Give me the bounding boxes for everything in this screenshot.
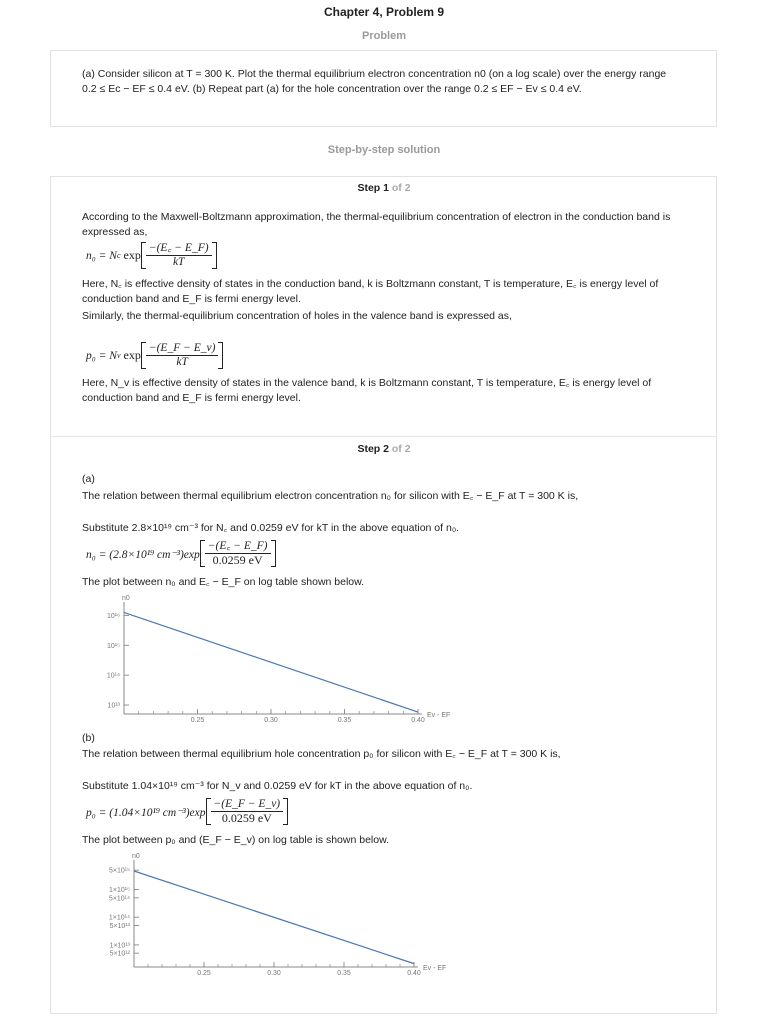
eq1-lhs: n₀ = N: [86, 249, 117, 262]
substitute-a: Substitute 2.8×10¹⁹ cm⁻³ for N꜀ and 0.0259 eV for kT in the above equation of n₀.: [82, 522, 460, 534]
y-tick-label: 5×10¹²: [109, 950, 130, 958]
eq-b-den: 0.0259 eV: [221, 811, 272, 825]
y-tick-label: 10¹⁶: [107, 612, 120, 620]
eq2-den: kT: [176, 356, 188, 368]
x-tick-label: 0.35: [337, 717, 352, 722]
step1-of: of 2: [391, 182, 411, 194]
x-tick-label: 0.40: [407, 970, 421, 977]
x-tick-label: 0.25: [190, 717, 205, 722]
equation-p0: [86, 342, 223, 369]
substitute-b: Substitute 1.04×10¹⁹ cm⁻³ for N_v and 0.0259 eV for kT in the above equation of n₀.: [82, 780, 473, 792]
y-tick-label: 1×10¹⁴: [108, 914, 130, 922]
plot-b-text: The plot between p₀ and (E_F − E_v) on log table is shown below.: [82, 834, 390, 846]
problem-heading: Problem: [361, 30, 406, 42]
y-tick-label: 5×10¹⁵: [109, 867, 130, 875]
step2-of: of 2: [391, 443, 411, 455]
step1-here1: Here, N꜀ is effective density of states in the conduction band, k is Boltzmann constant, T is temperature, E꜀ is energy level of conduction band and E_F is fermi energy level.: [82, 278, 659, 305]
hole-concentration-chart: [80, 852, 480, 977]
eq-a-num: −(E꜀ − E_F): [205, 540, 271, 554]
equation-a: [86, 540, 276, 567]
x-tick-label: 0.40: [411, 717, 425, 722]
x-tick-label: 0.25: [197, 970, 211, 977]
part-a-label: (a): [82, 473, 95, 485]
y-tick-label: 10¹³: [107, 702, 120, 710]
eq-b-num: −(E_F − E_v): [211, 798, 284, 812]
step1-intro: According to the Maxwell-Boltzmann approximation, the thermal-equilibrium concentration of electron in the conduction band is expressed as,: [82, 211, 671, 238]
eq-a-lhs: n₀ = (2.8×10¹⁹ cm⁻³)exp: [86, 548, 200, 561]
eq2-num: −(E_F − E_v): [146, 342, 219, 356]
electron-concentration-chart: [80, 592, 480, 722]
eq2-exp: exp: [123, 348, 141, 362]
step2-header: [0, 443, 768, 455]
solution-heading: Step-by-step solution: [327, 144, 441, 156]
problem-text: (a) Consider silicon at T = 300 K. Plot the thermal equilibrium electron concentration n0 (on a log scale) over the energy range 0.2 ≤ Ec − EF ≤ 0.4 eV. (b) Repeat part (a) for the hole concentration over the range 0.2 ≤ EF − Ev ≤ 0.4 eV.: [82, 68, 667, 95]
chapter-title: Chapter 4, Problem 9: [323, 5, 445, 19]
series-line: [124, 612, 418, 712]
relation-a: The relation between thermal equilibrium electron concentration n₀ for silicon with E꜀ − E_F at T = 300 K is,: [82, 490, 579, 502]
eq2-lhs: p₀ = N: [86, 349, 117, 362]
plot-a-text: The plot between n₀ and E꜀ − E_F on log table shown below.: [82, 576, 365, 588]
step-divider: [50, 436, 717, 437]
y-tick-label: 1×10¹⁵: [109, 887, 130, 895]
y-tick-label: 10¹⁵: [106, 642, 120, 650]
eq2-sub: v: [116, 351, 121, 360]
eq-a-den: 0.0259 eV: [212, 553, 263, 567]
equation-n0: [86, 242, 217, 269]
eq1-sub: c: [116, 251, 121, 260]
y-axis-label: n0: [132, 853, 140, 860]
x-tick-label: 0.30: [267, 970, 281, 977]
x-axis-label: Ev - EF: [427, 712, 451, 719]
step1-similar: Similarly, the thermal-equilibrium concentration of holes in the valence band is expressed as,: [82, 310, 512, 322]
y-axis-label: n0: [122, 595, 130, 602]
step1-label: Step 1: [357, 182, 389, 194]
x-axis-label: Ev - EF: [423, 965, 447, 972]
x-tick-label: 0.30: [264, 717, 278, 722]
step2-label: Step 2: [357, 443, 389, 455]
eq-b-lhs: p₀ = (1.04×10¹⁹ cm⁻³)exp: [86, 806, 206, 819]
step1-header: [0, 182, 768, 194]
eq1-num: −(E꜀ − E_F): [146, 242, 212, 256]
equation-b: [86, 798, 288, 825]
part-b-label: (b): [82, 732, 95, 744]
eq1-den: kT: [172, 256, 185, 268]
series-line: [134, 871, 414, 964]
x-tick-label: 0.35: [337, 970, 351, 977]
y-tick-label: 5×10¹⁴: [108, 895, 130, 903]
step1-here2: Here, N_v is effective density of states in the valence band, k is Boltzmann constant, T is temperature, E꜀ is energy level of conduction band and E_F is fermi energy level.: [82, 377, 652, 404]
y-tick-label: 5×10¹³: [109, 923, 130, 931]
y-tick-label: 1×10¹³: [109, 942, 130, 950]
eq1-exp: exp: [123, 248, 141, 262]
relation-b: The relation between thermal equilibrium hole concentration p₀ for silicon with E꜀ − E_F at T = 300 K is,: [82, 748, 561, 760]
y-tick-label: 10¹⁴: [106, 672, 120, 680]
